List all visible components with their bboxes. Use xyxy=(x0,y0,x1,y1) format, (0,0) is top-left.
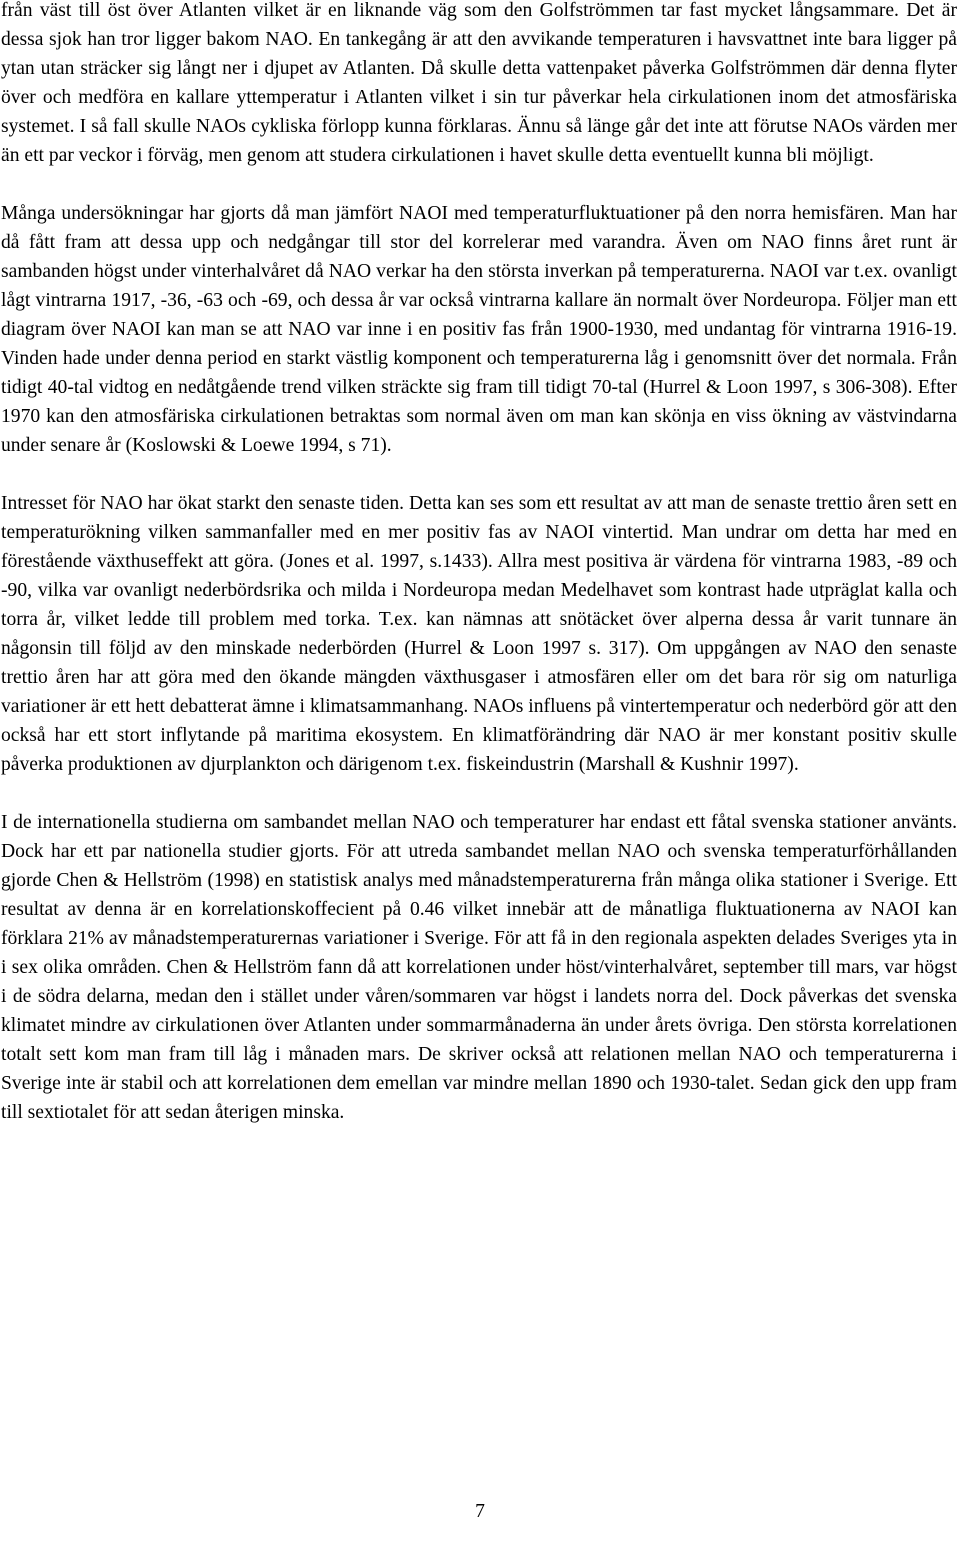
body-text xyxy=(1,0,957,1127)
paragraph-1: från väst till öst över Atlanten vilket är en liknande väg som den Golfströmmen tar fast mycket långsammare. Det är dessa sjok han tror ligger bakom NAO. En tankegång är att den avvikande temperaturen i havsvattnet inte bara ligger på ytan utan sträcker sig långt ner i djupet av Atlanten. Då skulle detta vattenpaket påverka Golfströmmen där denna flyter över och medföra en kallare yttemperatur i Atlanten vilket i sin tur påverkar hela cirkulationen inom det atmosfäriska systemet. I så fall skulle NAOs cykliska förlopp kunna förklaras. Ännu så länge går det inte att förutse NAOs värden mer än ett par veckor i förväg, men genom att studera cirkulationen i havet skulle detta eventuellt kunna bli möjligt. xyxy=(1,0,957,166)
paragraph-4: I de internationella studierna om sambandet mellan NAO och temperaturer har endast ett fåtal svenska stationer använts. Dock har ett par nationella studier gjorts. För att utreda sambandet mellan NAO och svenska temperaturförhållanden gjorde Chen & Hellström (1998) en statistisk analys med månadstemperaturerna från många olika stationer i Sverige. Ett resultat av denna är en korrelationskoffecient på 0.46 vilket innebär att de månatliga fluktuationerna av NAOI kan förklara 21% av månadstemperaturernas variationer i Sverige. För att få in den regionala aspekten delades Sveriges yta in i sex olika områden. Chen & Hellström fann då att korrelationen under höst/vinterhalvåret, september till mars, var högst i de södra delarna, medan den i stället under våren/sommaren var högst i landets norra del. Dock påverkas det svenska klimatet mindre av cirkulationen över Atlanten under sommarmånaderna än under årets övriga. Den största korrelationen totalt sett kom man fram till låg i månaden mars. De skriver också att relationen mellan NAO och temperaturerna i Sverige inte är stabil och att korrelationen dem emellan var mindre mellan 1890 och 1930-talet. Sedan gick den upp fram till sextiotalet för att sedan återigen minska. xyxy=(1,812,957,1123)
page-number: 7 xyxy=(475,1501,485,1522)
paragraph-2: Många undersökningar har gjorts då man jämfört NAOI med temperaturfluktuationer på den norra hemisfären. Man har då fått fram att dessa upp och nedgångar till stor del korrelerar med varandra. Även om NAO finns året runt är sambanden högst under vinterhalvåret då NAO verkar ha den största inverkan på temperaturerna. NAOI var t.ex. ovanligt lågt vintrarna 1917, -36, -63 och -69, och dessa år var också vintrarna kallare än normalt över Nordeuropa. Följer man ett diagram över NAOI kan man se att NAO var inne i en positiv fas från 1900-1930, med undantag för vintrarna 1916-19. Vinden hade under denna period en starkt västlig komponent och temperaturerna låg i genomsnitt över det normala. Från tidigt 40-tal vidtog en nedåtgående trend vilken sträckte sig fram till tidigt 70-tal (Hurrel & Loon 1997, s 306-308). Efter 1970 kan den atmosfäriska cirkulationen betraktas som normal även om man kan skönja en viss ökning av västvindarna under senare år (Koslowski & Loewe 1994, s 71). xyxy=(1,203,957,456)
paragraph-3: Intresset för NAO har ökat starkt den senaste tiden. Detta kan ses som ett resultat av att man de senaste trettio åren sett en temperaturökning vilken sammanfaller med en mer positiv fas av NAOI vintertid. Man undrar om detta har med en förestående växthuseffekt att göra. (Jones et al. 1997, s.1433). Allra mest positiva är värdena för vintrarna 1983, -89 och -90, vilka var ovanligt nederbördsrika och milda i Nordeuropa medan Medelhavet som kontrast hade utpräglat kalla och torra år, vilket ledde till problem med torka. T.ex. kan nämnas att snötäcket över alperna dessa år varit tunnare än någonsin till följd av den minskade nederbörden (Hurrel & Loon 1997 s. 317). Om uppgången av NAO den senaste trettio åren har att göra med den ökande mängden växthusgaser i atmosfären eller om det bara rör sig om naturliga variationer är ett hett debatterat ämne i klimatsammanhang. NAOs influens på vintertemperatur och nederbörd gör att den också har ett stort inflytande på maritima ekosystem. En klimatförändring där NAO är mer konstant positiv skulle påverka produktionen av djurplankton och därigenom t.ex. fiskeindustrin (Marshall & Kushnir 1997). xyxy=(1,493,957,775)
